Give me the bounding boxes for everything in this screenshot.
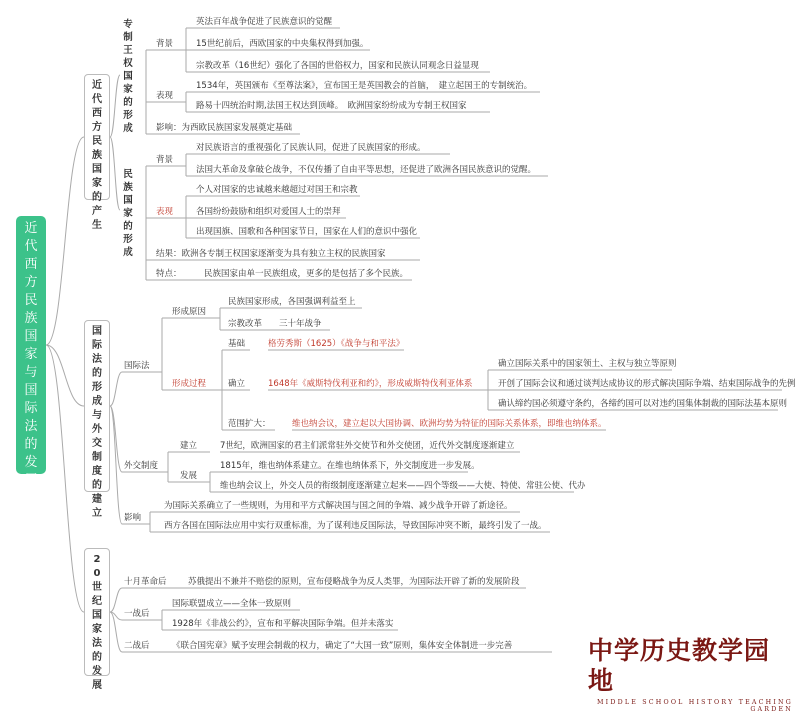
root-to-s3: [46, 345, 84, 612]
erzhan-value: 《联合国宪章》赋予安理会制裁的权力，确定了“大国一致”原则，集体安全体制进一步完善: [172, 641, 513, 651]
label-fazhan: 发展: [180, 471, 198, 481]
label-guojifa: 国际法: [124, 361, 150, 371]
yx-item-2: 西方各国在国际法应用中实行双重标准，为了谋利违反国际法，导致国际冲突不断，最终引发了一战。: [164, 521, 547, 531]
label-fanwei: 范围扩大：: [228, 419, 271, 429]
root-to-s1: [46, 137, 84, 345]
jichu-value: 格劳秀斯（1625）《战争与和平法》: [268, 339, 405, 349]
label-jichu: 基础: [228, 339, 246, 349]
bj1-item-2: 15世纪前后，西欧国家的中央集权得到加强。: [196, 39, 369, 49]
section-2-box[interactable]: 国际法的形成与外交制度的建立: [84, 320, 110, 492]
bj1-item-1: 英法百年战争促进了民族意识的觉醒: [196, 17, 333, 27]
label-yingxiang: 影响: [124, 513, 142, 523]
label-erzhan: 二战后: [124, 641, 150, 651]
ql-item-2: 开创了国际会议和通过谈判达成协议的形式解决国际争端、结束国际战争的先例: [498, 379, 796, 389]
tedian-label: 特点：: [156, 269, 182, 279]
s2-to-guojifa: [110, 372, 122, 406]
bx1-item-1: 1534年，英国颁布《至尊法案》，宣布国王是英国教会的首脑， 建立起国王的专制统治。: [196, 81, 533, 91]
ql-item-1: 确立国际关系中的国家领土、主权与独立等原则: [498, 359, 677, 369]
label-xingchengyuanyin: 形成原因: [172, 307, 207, 317]
s3-to-erzhan: [110, 612, 122, 652]
yingxiang-1: 影响：为西欧民族国家发展奠定基础: [156, 123, 293, 133]
bx2-item-2: 各国纷纷鼓励和组织对爱国人士的崇拜: [196, 207, 341, 217]
section-3-box[interactable]: 20世纪国家法的发展: [84, 548, 110, 676]
root-node[interactable]: 近代西方民族国家与国际法的发展: [16, 216, 46, 474]
label-waijiao: 外交制度: [124, 461, 159, 471]
bj2-item-1: 对民族语言的重视强化了民族认同，促进了民族国家的形成。: [196, 143, 426, 153]
bj2-item-2: 法国大革命及拿破仑战争，不仅传播了自由平等思想，还促进了欧洲各国民族意识的觉醒。: [196, 165, 537, 175]
jianli-value: 7世纪，欧洲国家的君主们派常驻外交使节和外交使团，近代外交制度逐渐建立: [220, 441, 515, 451]
label-jianli: 建立: [180, 441, 198, 451]
label-beijing-2: 背景: [156, 155, 174, 165]
yz-item-2: 1928年《非战公约》，宣布和平解决国际争端。但并未落实: [172, 619, 394, 629]
fz-item-1: 1815年，维也纳体系建立。在维也纳体系下，外交制度进一步发展。: [220, 461, 480, 471]
fanwei-value: 维也纳会议，建立起以大国协调、欧洲均势为特征的国际关系体系，即维也纳体系。: [292, 419, 607, 429]
label-biaoxian-2: 表现: [156, 207, 174, 217]
bx2-item-3: 出现国旗、国歌和各种国家节日，国家在人们的意识中强化: [196, 227, 418, 237]
tedian: 民族国家由单一民族组成，更多的是包括了多个民族。: [204, 269, 409, 279]
label-minzu: 民族国家的形成: [123, 169, 133, 258]
label-yizhan: 一战后: [124, 609, 150, 619]
ql-item-3: 确认缔约国必须遵守条约，各缔约国可以对违约国集体制裁的国际法基本原则: [498, 399, 788, 409]
label-shiyue: 十月革命后: [124, 577, 167, 587]
section-1-box[interactable]: 近代西方民族国家的产生: [84, 74, 110, 200]
label-biaoxian-1: 表现: [156, 91, 174, 101]
shiyue-value: 苏俄提出不兼并不赔偿的原则，宣布侵略战争为反人类罪，为国际法开辟了新的发展阶段: [188, 577, 520, 587]
jieguo: 结果：欧洲各专制王权国家逐渐变为具有独立主权的民族国家: [156, 249, 386, 259]
bx1-item-2: 路易十四统治时期,法国王权达到顶峰。 欧洲国家纷纷成为专制王权国家: [196, 101, 467, 111]
logo-title: 中学历史教学园地: [588, 636, 771, 695]
label-xingchengguocheng: 形成过程: [172, 379, 207, 389]
label-zhuanzhi: 专制王权国家的形成: [123, 19, 133, 134]
queli-value: 1648年《威斯特伐利亚和约》，形成威斯特伐利亚体系: [268, 379, 473, 389]
bj1-item-3: 宗教改革（16世纪）强化了各国的世俗权力，国家和民族认同观念日益显现: [196, 61, 479, 71]
s2-to-yingxiang: [110, 406, 122, 524]
bx2-item-1: 个人对国家的忠诚越来越超过对国王和宗教: [196, 185, 358, 195]
yy-item-2: 宗教改革 三十年战争: [228, 319, 322, 329]
yy-item-1: 民族国家形成，各国强调利益至上: [228, 297, 356, 307]
s3-to-shiyue: [110, 588, 122, 612]
logo-subtitle: MIDDLE SCHOOL HISTORY TEACHING GARDEN: [597, 699, 793, 713]
s1-to-minzu: [110, 137, 120, 210]
logo: [588, 636, 793, 713]
label-queli: 确立: [228, 379, 246, 389]
yx-item-1: 为国际关系确立了一些规则，为用和平方式解决国与国之间的争端、减少战争开辟了新途径。: [164, 501, 513, 511]
s1-to-zhuanzhi: [110, 75, 120, 137]
fz-item-2: 维也纳会议上，外交人员的衔级制度逐渐建立起来——四个等级——大使、特使、常驻公使、代办: [220, 481, 586, 491]
yz-item-1: 国际联盟成立——全体一致原则: [172, 599, 292, 609]
label-beijing-1: 背景: [156, 39, 174, 49]
